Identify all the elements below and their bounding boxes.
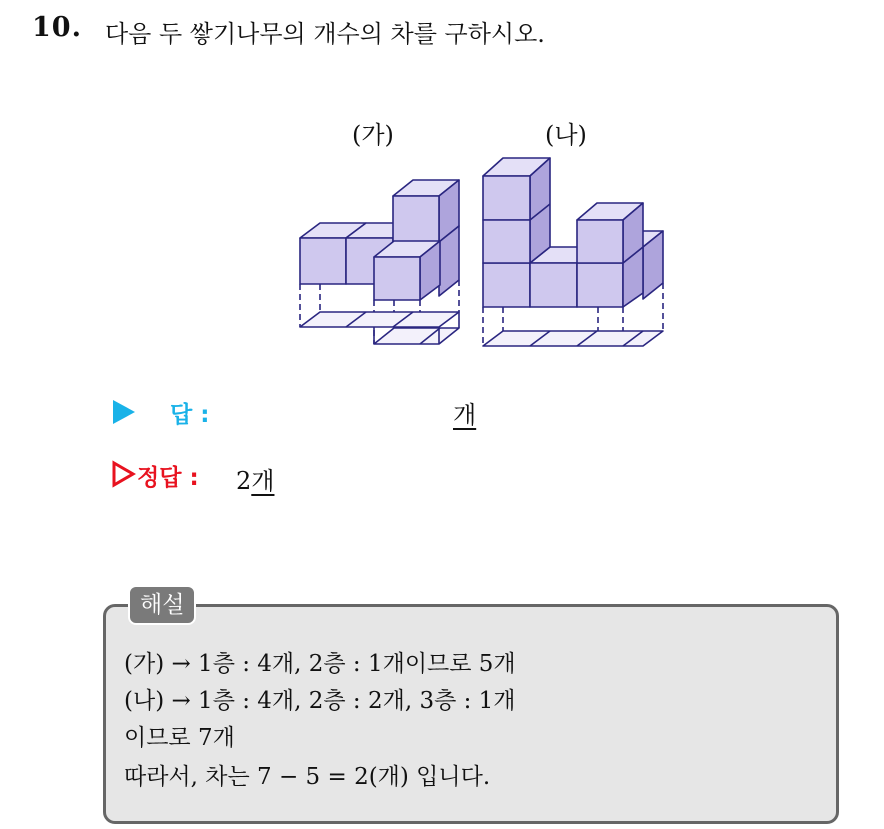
explanation-tag: 해설 [128, 585, 196, 625]
answer-label: 답 : [170, 402, 210, 428]
explanation-line: 따라서, 차는 7 − 5 = 2(개) 입니다. [124, 764, 491, 790]
question-number: 10. [32, 12, 82, 43]
answer-marker-icon [113, 400, 135, 424]
correct-unit: 개 [251, 467, 275, 495]
question-text: 다음 두 쌓기나무의 개수의 차를 구하시오. [105, 20, 545, 48]
correct-label: 정답 : [137, 465, 199, 491]
correct-marker-icon [111, 460, 137, 488]
correct-value: 2 [236, 467, 252, 495]
explanation-line: 이므로 7개 [124, 725, 235, 751]
explanation-line: (나) → 1층 : 4개, 2층 : 2개, 3층 : 1개 [124, 688, 516, 714]
answer-unit: 개 [453, 401, 477, 429]
figure-label-b: (나) [545, 121, 587, 149]
explanation-line: (가) → 1층 : 4개, 2층 : 1개이므로 5개 [124, 651, 516, 677]
figure-label-a: (가) [352, 121, 394, 149]
